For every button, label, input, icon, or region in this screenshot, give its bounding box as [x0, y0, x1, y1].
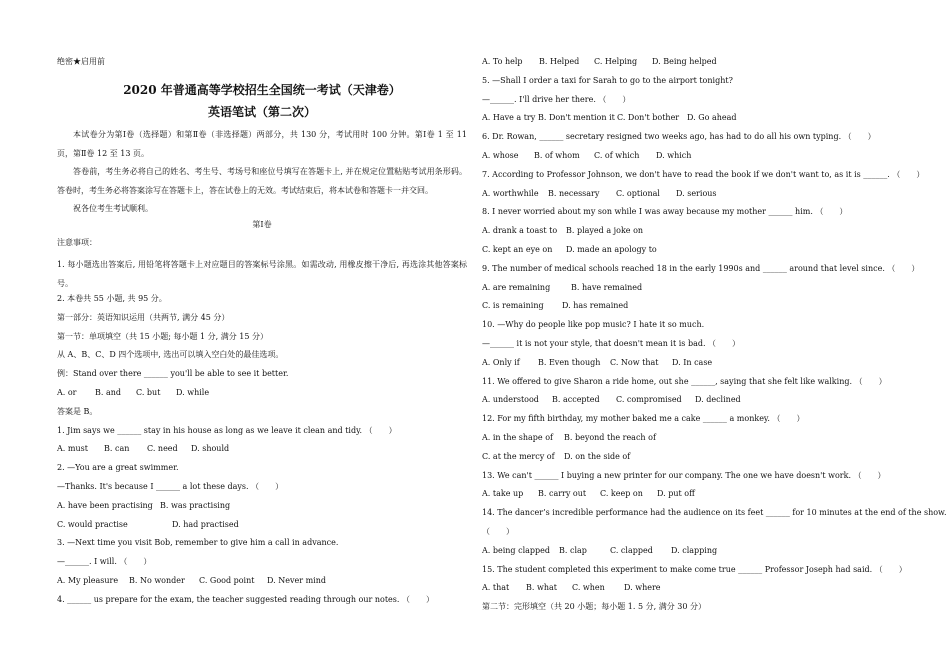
question-7: 7. According to Professor Johnson, we don't have to read the book if we don't want to, as it is ______. （ ） [482, 169, 925, 179]
page-subtitle: 英语笔试（第二次） [207, 105, 316, 119]
question-1-options [57, 443, 467, 462]
option: B. clap [559, 545, 587, 555]
option: B. Helped [539, 57, 580, 66]
option: C. keep on [600, 489, 643, 499]
option: D. In case [672, 357, 713, 367]
option: C. kept an eye on [482, 244, 553, 254]
question-14-bracket: （ ） [482, 526, 514, 536]
intro-paragraph-2: 答卷前，考生务必将自己的姓名、考生号、考场号和座位号填写在答题卡上, 并在规定位置粘贴考试用条形码。答卷时，考生务必将答案涂写在答题卡上，答在试卷上的无效。考试结束后，将本试卷和答题卡一并交回。 [57, 167, 467, 195]
option: D. on the side of [564, 451, 631, 461]
question-13-options [482, 488, 897, 507]
question-2-options [57, 500, 467, 519]
option: B. accepted [552, 395, 600, 405]
option: D. had practised [172, 519, 239, 529]
example-question: 例：Stand over there ______ you'll be able to see it better. [57, 369, 289, 379]
option: D. should [191, 444, 230, 454]
option: B. what [526, 583, 557, 593]
option: C. when [572, 583, 605, 593]
question-9-options-2 [482, 300, 897, 319]
option: A. whose [482, 150, 519, 160]
question-14: 14. The dancer’s incredible performance had the audience on its feet ______ for 10 minutes at the end of the show. [482, 508, 947, 518]
option: D. Never mind [267, 576, 326, 586]
option: C. of which [594, 150, 640, 160]
question-6: 6. Dr. Rowan, ______ secretary resigned two weeks ago, has had to do all his own typing. （ ） [482, 132, 876, 142]
option: D. put off [657, 489, 695, 499]
option: A. take up [482, 489, 524, 499]
option: B. have remained [571, 282, 643, 292]
question-12: 12. For my fifth birthday, my mother baked me a cake ______ a monkey. （ ） [482, 414, 805, 424]
page-title: 2020 年普通高等学校招生全国统一考试（天津卷） [123, 83, 401, 97]
option: C. optional [616, 188, 660, 198]
question-5-reply: —______. I'll drive her there. （ ） [482, 94, 631, 104]
question-3: 3. —Next time you visit Bob, remember to give him a call in advance. [57, 538, 339, 548]
option: B. Don't mention it [538, 113, 615, 123]
option: D. clapping [671, 545, 718, 555]
secret-label: 绝密★启用前 [57, 57, 105, 66]
option: D. while [176, 388, 210, 398]
question-12-options [482, 432, 897, 451]
intro-paragraph-1: 本试卷分为第Ⅰ卷（选择题）和第Ⅱ卷（非选择题）两部分，共 130 分，考试用时 100 分钟。第Ⅰ卷 1 至 11 页，第Ⅱ卷 12 至 13 页。 [57, 130, 467, 158]
option: A. must [57, 444, 88, 454]
option: A. being clapped [482, 545, 550, 555]
option: A. My pleasure [57, 576, 119, 586]
option: C. is remaining [482, 301, 544, 311]
option: B. and [95, 388, 122, 398]
option: B. carry out [538, 489, 587, 499]
option: C. Now that [610, 357, 659, 367]
option: A. or [57, 388, 77, 398]
question-8: 8. I never worried about my son while I was away because my mother ______ him. （ ） [482, 207, 848, 217]
option: D. has remained [562, 301, 629, 311]
question-10-reply: —______ it is not your style, that doesn't mean it is bad. （ ） [482, 338, 741, 348]
right-column [482, 56, 947, 620]
option: C. at the mercy of [482, 451, 555, 461]
option: D. where [624, 583, 661, 593]
option: A. are remaining [482, 282, 551, 292]
option: C. compromised [616, 395, 682, 405]
question-4: 4. ______ us prepare for the exam, the teacher suggested reading through our notes. （ ） [57, 594, 434, 604]
question-9: 9. The number of medical schools reached 18 in the early 1990s and ______ around that level since. （ ） [482, 263, 920, 273]
option: B. beyond the reach of [564, 432, 656, 442]
option: B. Even though [538, 357, 601, 367]
option: C. would practise [57, 519, 128, 529]
question-5: 5. —Shall I order a taxi for Sarah to go to the airport tonight? [482, 75, 733, 85]
option: C. Don't bother [617, 113, 680, 123]
example-options [57, 387, 467, 406]
option: A. that [482, 583, 510, 593]
option: B. necessary [548, 188, 600, 198]
option: D. made an apology to [566, 244, 657, 254]
question-15-options [482, 582, 897, 601]
option: D. Being helped [652, 57, 717, 66]
option: D. which [656, 150, 692, 160]
part-1-heading: 第一部分：英语知识运用（共两节, 满分 45 分） [57, 312, 230, 322]
question-8-options [482, 225, 897, 244]
question-5-options [482, 112, 897, 131]
question-12-options-2 [482, 451, 897, 470]
option: B. played a joke on [566, 226, 644, 236]
option: A. Have a try [482, 113, 536, 123]
question-7-options [482, 188, 897, 207]
question-3-reply: —______. I will. （ ） [57, 557, 152, 567]
option: D. serious [676, 188, 717, 198]
option: C. need [147, 444, 178, 454]
option: C. Helping [594, 57, 638, 66]
question-15: 15. The student completed this experiment to make come true ______ Professor Joseph had said. （ ） [482, 564, 907, 574]
option: B. No wonder [129, 576, 185, 586]
question-10: 10. —Why do people like pop music? I hate it so much. [482, 320, 705, 330]
intro-paragraph-3: 祝各位考生考试顺利。 [73, 204, 153, 213]
option: C. Good point [199, 576, 255, 586]
question-10-options [482, 357, 897, 376]
option: B. of whom [534, 150, 580, 160]
question-2-options-2 [57, 519, 467, 538]
instructions: 从 A、B、C、D 四个选项中, 选出可以填入空白处的最佳选项。 [57, 350, 284, 360]
question-2-reply: —Thanks. It's because I ______ a lot these days. （ ） [57, 482, 284, 492]
question-6-options [482, 150, 897, 169]
option: D. Go ahead [687, 113, 737, 123]
option: B. was practising [160, 500, 231, 510]
question-2: 2. —You are a great swimmer. [57, 463, 179, 473]
option: A. drank a toast to [482, 226, 558, 236]
question-3-options [57, 575, 467, 594]
option: C. but [136, 388, 161, 398]
notice-2: 2. 本卷共 55 小题, 共 95 分。 [57, 294, 167, 304]
option: B. can [104, 444, 130, 454]
left-column [57, 56, 467, 613]
notice-1: 1. 每小题选出答案后, 用铅笔将答题卡上对应题目的答案标号涂黑。如需改动, 用橡皮擦干净后, 再选涂其他答案标号。 [57, 260, 467, 288]
option: A. worthwhile [482, 188, 539, 198]
section-2-heading: 第二节：完形填空（共 20 小题；每小题 1. 5 分, 满分 30 分） [482, 602, 706, 612]
example-answer: 答案是 B。 [57, 406, 98, 416]
question-9-options [482, 282, 897, 301]
question-4-options [482, 56, 897, 75]
option: C. clapped [610, 545, 653, 555]
section-1-heading: 第一节：单项填空（共 15 小题; 每小题 1 分, 满分 15 分） [57, 331, 269, 341]
option: D. declined [695, 395, 741, 405]
option: A. understood [482, 395, 539, 405]
question-1: 1. Jim says we ______ stay in his house as long as we leave it clean and tidy. （ ） [57, 425, 397, 435]
question-8-options-2 [482, 244, 897, 263]
question-14-options [482, 545, 897, 564]
option: A. in the shape of [482, 432, 553, 442]
section-heading: 第Ⅰ卷 [252, 219, 272, 229]
option: A. have been practising [57, 500, 153, 510]
question-11-options [482, 394, 897, 413]
option: A. Only if [482, 357, 520, 367]
question-11: 11. We offered to give Sharon a ride home, out she ______, saying that she felt like walking. （ ） [482, 376, 887, 386]
notice-heading: 注意事项： [57, 238, 97, 248]
question-13: 13. We can't ______ I buying a new printer for our company. The one we have doesn't work. （ ） [482, 470, 886, 480]
option: A. To help [482, 57, 523, 66]
